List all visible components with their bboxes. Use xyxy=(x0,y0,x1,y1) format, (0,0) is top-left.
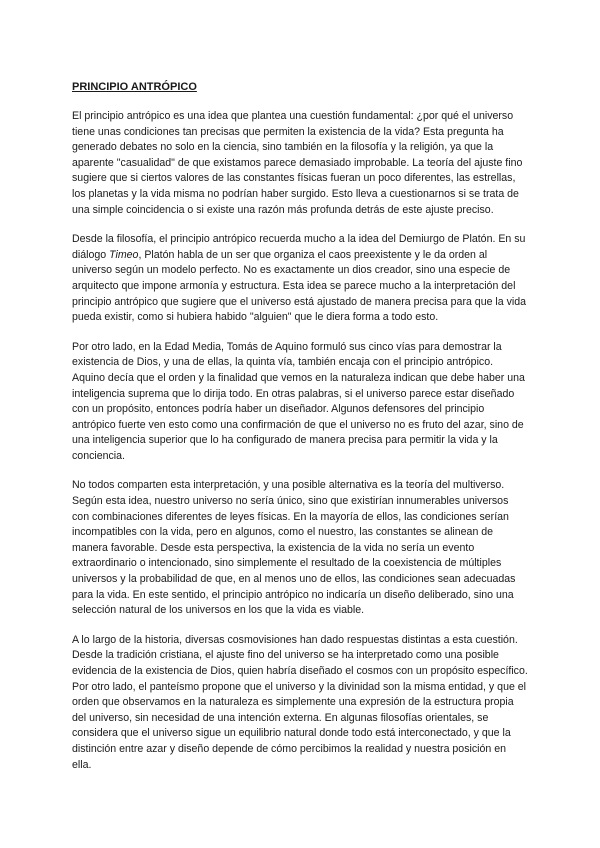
paragraph-1: El principio antrópico es una idea que plantea una cuestión fundamental: ¿por qué el universo tiene unas condiciones tan precisas que permiten la existencia de la vida? Esta pregunta ha generado debates no solo en la ciencia, sino también en la filosofía y la religión, ya que la aparente "casualidad" de que existamos parece demasiado improbable. La teoría del ajuste fino sugiere que si ciertos valores de las constantes físicas fueran un poco diferentes, las estrellas, los planetas y la vida misma no podrían haber surgido. Esto lleva a cuestionarnos si se trata de una simple coincidencia o si existe una razón más profunda detrás de este ajuste preciso. xyxy=(72,110,523,216)
paragraph-2-before: Desde la filosofía, el principio antrópico recuerda mucho a la idea del Demiurgo de Platón. En su diálogo xyxy=(72,233,526,261)
paragraph-2 xyxy=(72,232,528,326)
paragraph-2-italic-timeo: Timeo xyxy=(109,248,139,261)
paragraph-4: No todos comparten esta interpretación, y una posible alternativa es la teoría del multiverso. Según esta idea, nuestro universo no sería único, sino que existirían innumerables universos con combinaciones diferentes de leyes físicas. En la mayoría de ellos, las condiciones serían incompatibles con la vida, pero en algunos, como el nuestro, las constantes se alinean de manera favorable. Desde esta perspectiva, la existencia de la vida no sería un evento extraordinario o intencionado, sino simplemente el resultado de la coexistencia de múltiples universos y la probabilidad de que, en al menos uno de ellos, las condiciones sean adecuadas para la vida. En este sentido, el principio antrópico no indicaría un diseño deliberado, sino una selección natural de los universos en los que la vida es viable. xyxy=(72,479,516,617)
paragraph-2-after: , Platón habla de un ser que organiza el caos preexistente y le da orden al universo según un modelo perfecto. No es exactamente un dios creador, sino una especie de arquitecto que impone armonía y estructura. Esta idea se parece mucho a la interpretación del principio antrópico que sugiere que el universo está ajustado de manera precisa para que la vida pueda existir, como si hubiera habido "alguien" que le diera forma a todo esto. xyxy=(72,248,527,324)
paragraph-3: Por otro lado, en la Edad Media, Tomás de Aquino formuló sus cinco vías para demostrar la existencia de Dios, y una de ellas, la quinta vía, también encaja con el principio antrópico. Aquino decía que el orden y la finalidad que vemos en la naturaleza indican que debe haber una inteligencia suprema que lo dirija todo. En otras palabras, si el universo parece estar diseñado con un propósito, entonces podría haber un diseñador. Algunos defensores del principio antrópico fuerte ven esto como una confirmación de que el universo no es fruto del azar, sino de una inteligencia superior que lo ha configurado de manera precisa para permitir la vida y la conciencia. xyxy=(72,340,525,462)
paragraph-5: A lo largo de la historia, diversas cosmovisiones han dado respuestas distintas a esta cuestión. Desde la tradición cristiana, el ajuste fino del universo se ha interpretado como una posible evidencia de la existencia de Dios, quien habría diseñado el cosmos con un propósito específico. Por otro lado, el panteísmo propone que el universo y la divinidad son la misma entidad, y que el orden que observamos en la naturaleza es simplemente una expresión de la estructura propia del universo, sin necesidad de una intención externa. En algunas filosofías orientales, se considera que el universo sigue un equilibrio natural donde todo está interconectado, y que la distinción entre azar y diseño depende de cómo percibimos la realidad y nuestra posición en ella. xyxy=(72,633,528,771)
document-page xyxy=(72,80,528,787)
document-title: PRINCIPIO ANTRÓPICO xyxy=(72,81,197,93)
